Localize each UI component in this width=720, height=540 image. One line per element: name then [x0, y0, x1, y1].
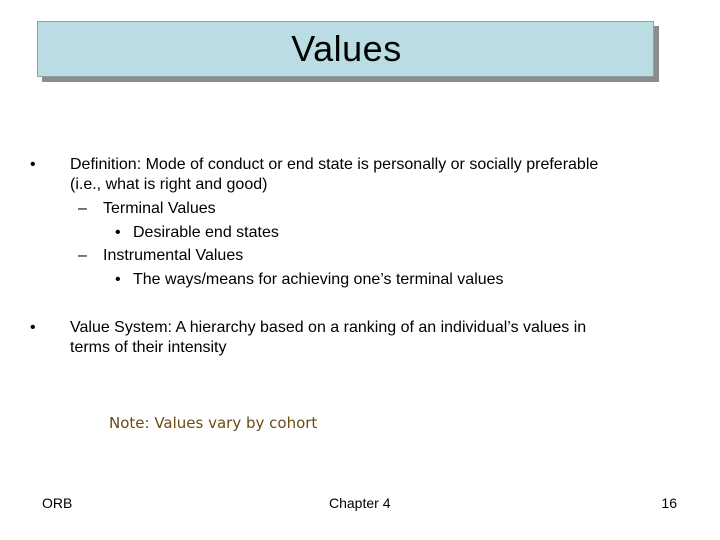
sub-sub-item-desirable-end-states: Desirable end states	[133, 224, 279, 241]
footer-chapter-label: Chapter 4	[329, 495, 391, 511]
bullet-2-line-2: terms of their intensity	[70, 339, 227, 356]
sub-sub-item-ways-means: The ways/means for achieving one’s terminal values	[133, 271, 504, 288]
sub-item-terminal-values: Terminal Values	[103, 200, 216, 217]
note-text: Note: Values vary by cohort	[109, 414, 318, 432]
bullet-marker-2: •	[30, 319, 36, 336]
footer-left-label: ORB	[42, 495, 73, 511]
sub-bullet-marker-terminal: –	[78, 200, 87, 217]
bullet-marker-1: •	[30, 156, 36, 173]
sub-sub-bullet-marker-desirable: •	[115, 224, 121, 241]
sub-sub-bullet-marker-ways: •	[115, 271, 121, 288]
footer-page-number: 16	[661, 495, 677, 511]
slide-title: Values	[291, 28, 402, 69]
sub-item-instrumental-values: Instrumental Values	[103, 247, 244, 264]
slide-title-box	[37, 21, 654, 77]
sub-bullet-marker-instrumental: –	[78, 247, 87, 264]
bullet-2-line-1: Value System: A hierarchy based on a ranking of an individual’s values in	[70, 319, 587, 336]
bullet-1-line-2: (i.e., what is right and good)	[70, 176, 268, 193]
bullet-1-line-1: Definition: Mode of conduct or end state is personally or socially preferable	[70, 156, 599, 173]
